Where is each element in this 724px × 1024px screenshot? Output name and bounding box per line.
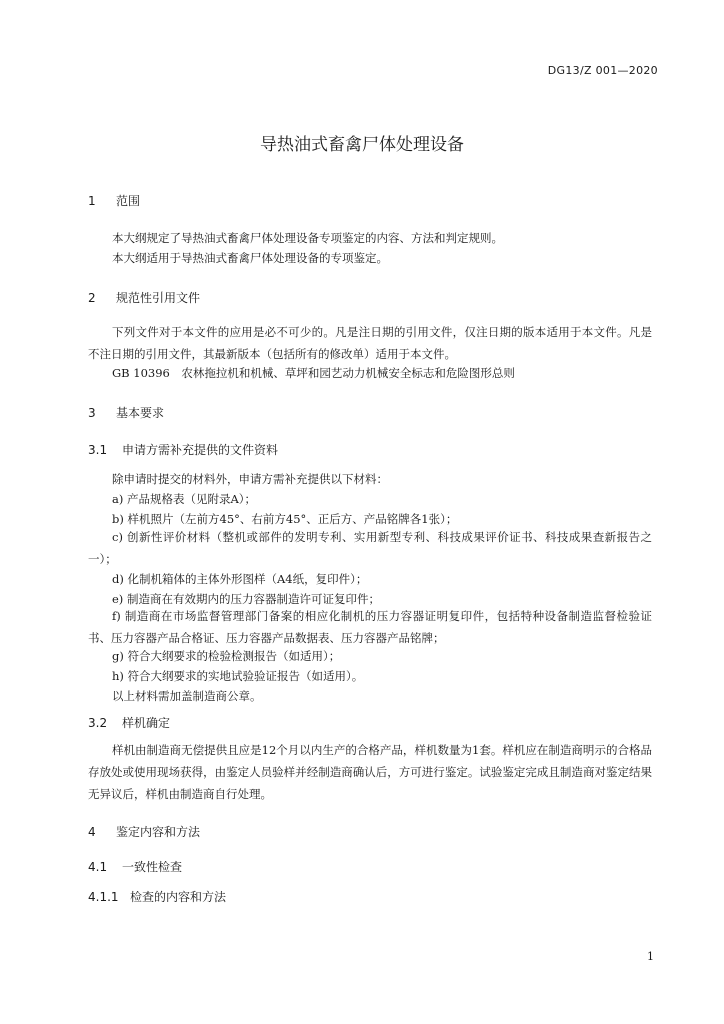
section-title: 一致性检查 (122, 860, 183, 874)
section-number: 3.1 (88, 443, 108, 457)
list-item: d) 化制机箱体的主体外形图样（A4纸，复印件）； (112, 572, 368, 586)
document-title: 导热油式畜禽尸体处理设备 (260, 135, 464, 155)
section-number: 2 (88, 291, 96, 305)
section-title: 申请方需补充提供的文件资料 (122, 443, 279, 457)
list-item: g) 符合大纲要求的检验检测报告（如适用）； (112, 649, 341, 663)
normative-reference: GB 10396 农林拖拉机和机械、草坪和园艺动力机械安全标志和危险图形总则 (112, 366, 515, 380)
page-number: 1 (647, 950, 654, 963)
section-3-heading (88, 404, 164, 421)
section-2-heading (88, 289, 200, 306)
section-number: 4 (88, 825, 96, 839)
paragraph: 以上材料需加盖制造商公章。 (112, 689, 262, 703)
section-4-heading (88, 823, 200, 840)
section-number: 1 (88, 194, 96, 208)
list-item: h) 符合大纲要求的实地试验验证报告（如适用）。 (112, 669, 364, 683)
list-item: e) 制造商在有效期内的压力容器制造许可证复印件； (112, 592, 380, 606)
list-item: b) 样机照片（左前方45°、右前方45°、正后方、产品铭牌各1张）； (112, 512, 458, 526)
section-4-1-heading (88, 858, 182, 875)
paragraph: 本大纲规定了导热油式畜禽尸体处理设备专项鉴定的内容、方法和判定规则。 (112, 231, 503, 245)
document-code: DG13/Z 001—2020 (547, 64, 658, 77)
paragraph: 本大纲适用于导热油式畜禽尸体处理设备的专项鉴定。 (112, 251, 388, 265)
section-3-1-heading (88, 441, 278, 458)
section-title: 鉴定内容和方法 (116, 825, 201, 839)
paragraph: 样机由制造商无偿提供且应是12个月以内生产的合格产品，样机数量为1套。样机应在制造商明示的合格品存放处或使用现场获得，由鉴定人员验样并经制造商确认后，方可进行鉴定。试验鉴定完成且制造商对鉴定结果无异议后，样机由制造商自行处理。 (88, 743, 652, 801)
section-4-1-1-heading (88, 888, 226, 905)
section-title: 范围 (116, 194, 141, 208)
paragraph: 除申请时提交的材料外，申请方需补充提供以下材料： (112, 472, 388, 486)
section-number: 3 (88, 406, 96, 420)
paragraph: 下列文件对于本文件的应用是必不可少的。凡是注日期的引用文件，仅注日期的版本适用于本文件。凡是不注日期的引用文件，其最新版本（包括所有的修改单）适用于本文件。 (88, 325, 652, 361)
section-title: 规范性引用文件 (116, 291, 201, 305)
list-item: a) 产品规格表（见附录A）； (112, 492, 257, 506)
section-number: 3.2 (88, 716, 108, 730)
list-item: f) 制造商在市场监督管理部门备案的相应化制机的压力容器证明复印件，包括特种设备制造监督检验证书、压力容器产品合格证、压力容器产品数据表、压力容器产品铭牌； (88, 609, 652, 645)
section-number: 4.1.1 (88, 890, 119, 904)
section-3-2-heading (88, 714, 170, 731)
section-title: 样机确定 (122, 716, 171, 730)
section-1-heading (88, 192, 140, 209)
list-item: c) 创新性评价材料（整机或部件的发明专利、实用新型专利、科技成果评价证书、科技成果查新报告之一）； (88, 530, 652, 566)
section-number: 4.1 (88, 860, 108, 874)
section-title: 检查的内容和方法 (130, 890, 227, 904)
section-title: 基本要求 (116, 406, 165, 420)
